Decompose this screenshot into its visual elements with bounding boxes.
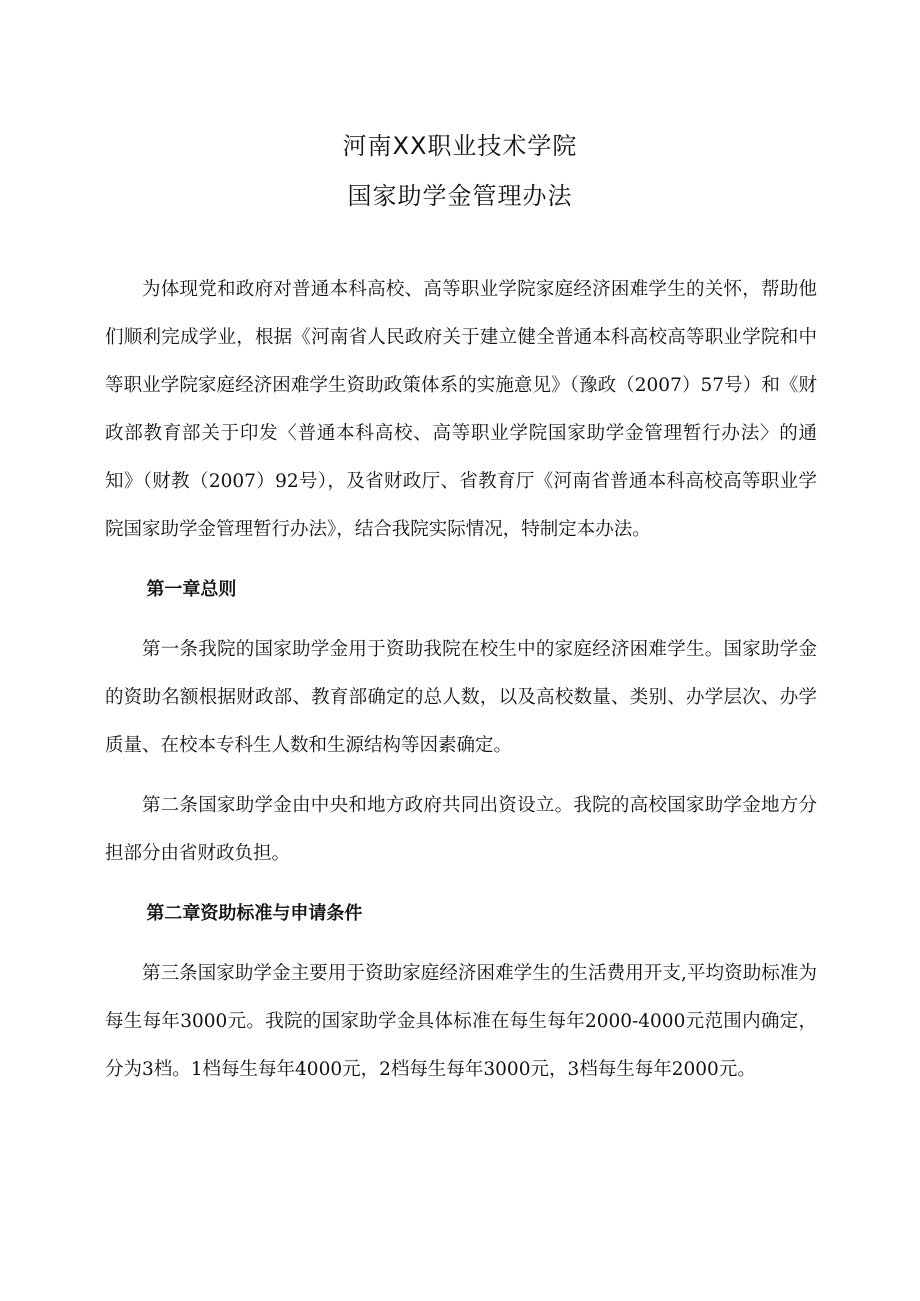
article-1-paragraph: 第一条我院的国家助学金用于资助我院在校生中的家庭经济困难学生。国家助学金的资助名额根据财政部、教育部确定的总人数，以及高校数量、类别、办学层次、办学质量、在校本专科生人数和生源结构等因素确定。 [105, 639, 817, 756]
document-body [105, 266, 817, 1106]
document-title-line1: 河南XX职业技术学院 [342, 132, 578, 160]
chapter-2-heading: 第二章资助标准与申请条件 [146, 903, 363, 924]
intro-paragraph: 为体现党和政府对普通本科高校、高等职业学院家庭经济困难学生的关怀，帮助他们顺利完成学业，根据《河南省人民政府关于建立健全普通本科高校高等职业学院和中等职业学院家庭经济困难学生资助政策体系的实施意见》（豫政（2007）57号）和《财政部教育部关于印发〈普通本科高校、高等职业学院国家助学金管理暂行办法〉的通知》（财教（2007）92号），及省财政厅、省教育厅《河南省普通本科高校高等职业学院国家助学金管理暂行办法》，结合我院实际情况，特制定本办法。 [105, 279, 817, 540]
chapter-1-heading: 第一章总则 [146, 579, 237, 600]
article-2-paragraph: 第二条国家助学金由中央和地方政府共同出资设立。我院的高校国家助学金地方分担部分由省财政负担。 [105, 795, 817, 864]
article-3-paragraph: 第三条国家助学金主要用于资助家庭经济困难学生的生活费用开支,平均资助标准为每生每年3000元。我院的国家助学金具体标准在每生每年2000-4000元范围内确定，分为3档。1档每生每年4000元，2档每生每年3000元，3档每生每年2000元。 [105, 963, 817, 1080]
document-title-line2: 国家助学金管理办法 [347, 182, 573, 210]
